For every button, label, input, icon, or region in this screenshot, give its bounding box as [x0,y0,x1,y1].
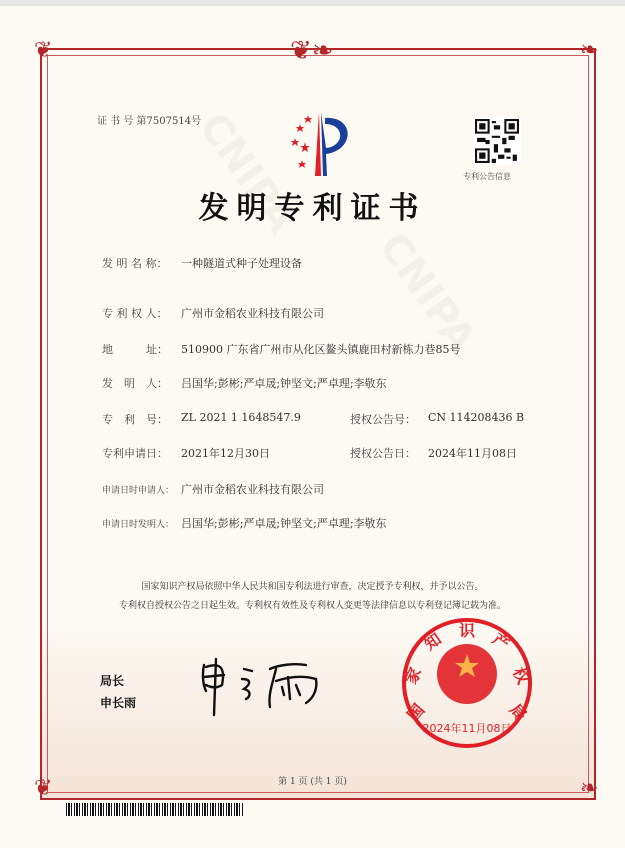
svg-text:识: 识 [458,621,476,640]
field-value-invention-name: 一种隧道式种子处理设备 [181,257,302,270]
field-value-patentee: 广州市金稻农业科技有限公司 [181,307,324,320]
cnipa-logo-icon [275,110,365,180]
field-value-grant-pub-number: CN 114208436 B [428,411,525,424]
svg-text:局: 局 [505,700,531,725]
field-label-filing-date: 专利申请日： [102,447,168,460]
qr-code[interactable] [473,117,521,165]
corner-ornament-icon: ❦ [34,776,53,801]
svg-text:权: 权 [508,664,533,687]
certificate-number: 证 书 号 第7507514号 [97,116,202,127]
signatory-name: 申长雨 [100,696,137,710]
page-number: 第 1 页 (共 1 页) [278,777,347,787]
field-value-applicant-at-filing: 广州市金稻农业科技有限公司 [181,483,324,496]
statement-line-2: 专利权自授权公告之日起生效。专利权有效性及专利权人变更等法律信息以专利登记簿记载为准。 [118,601,506,611]
field-label-inventors: 发 明 人： [102,377,168,390]
svg-text:国: 国 [403,700,429,725]
field-label-inventors-at-filing: 申请日时发明人： [102,520,175,530]
field-label-grant-pub-date: 授权公告日： [350,447,416,460]
certificate-title: 发明专利证书 [198,191,427,226]
svg-text:知: 知 [420,629,445,654]
corner-ornament-icon: ❧ [580,38,599,63]
field-value-patent-number: ZL 2021 1 1648547.9 [181,411,301,424]
field-value-grant-pub-date: 2024年11月08日 [428,447,517,460]
qr-label: 专利公告信息 [463,172,511,181]
viewer-top-bar [0,0,625,6]
official-seal [400,616,535,751]
field-value-inventors-at-filing: 吕国华;彭彬;严卓晟;钟坚文;严卓理;李敬东 [181,517,387,530]
signatory-title: 局长 [100,674,125,688]
field-value-address: 510900 广东省广州市从化区鳌头镇鹿田村新栋力巷85号 [181,343,461,356]
field-value-inventors: 吕国华;彭彬;严卓晟;钟坚文;严卓理;李敬东 [181,377,387,390]
svg-text:家: 家 [401,664,426,687]
statement-line-1: 国家知识产权局依照中华人民共和国专利法进行审查，决定授予专利权，并予以公告。 [141,582,484,592]
field-label-applicant-at-filing: 申请日时申请人： [102,486,175,496]
seal-date: 2024年11月08日 [422,722,512,735]
barcode [66,803,244,816]
svg-text:产: 产 [489,629,514,654]
field-value-filing-date: 2021年12月30日 [181,447,270,460]
field-label-patentee: 专 利 权 人： [102,307,168,320]
field-label-patent-number: 专 利 号： [102,413,168,426]
field-label-address: 地 址： [102,343,168,356]
field-label-grant-pub-number: 授权公告号： [350,413,416,426]
field-label-invention-name: 发 明 名 称： [102,257,168,270]
top-ornament-icon: ❦❧ [290,36,334,66]
corner-ornament-icon: ❧ [580,776,599,801]
corner-ornament-icon: ❦ [34,38,53,63]
handwritten-signature [198,655,328,717]
